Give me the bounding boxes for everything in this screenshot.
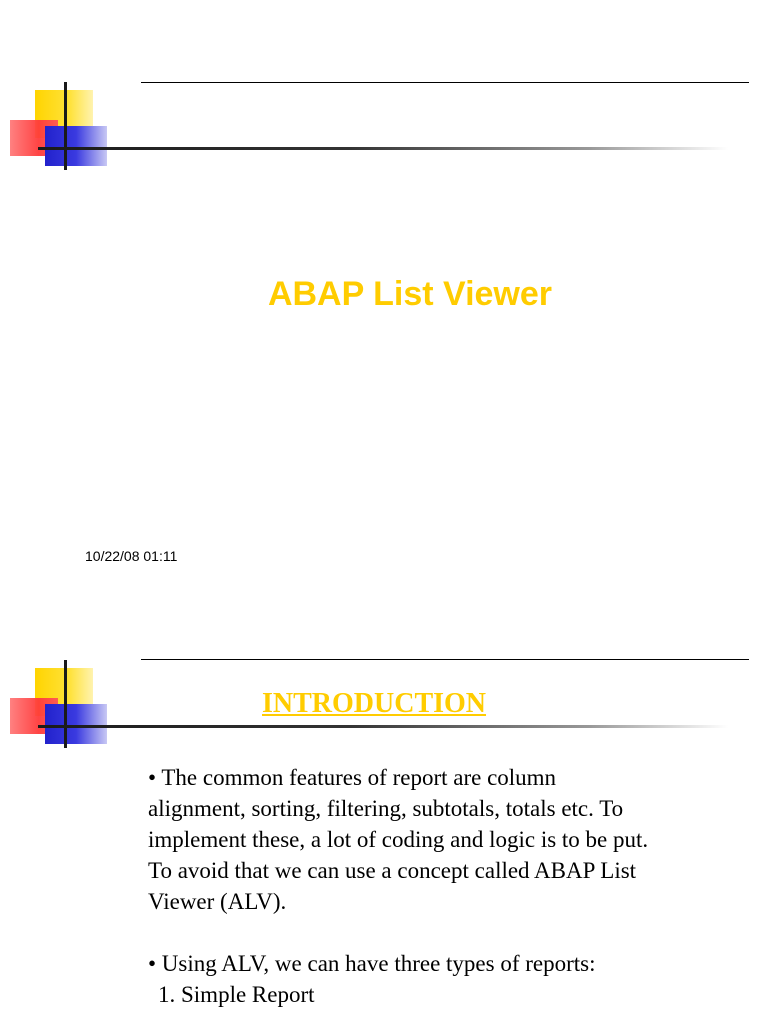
- bullet-paragraph: • The common features of report are column alignment, sorting, filtering, subtotals, totals etc. To implement these, a lot of coding and logic is to be put. To avoid that we can use a concept called ABAP List Viewer (ALV).: [148, 765, 649, 914]
- top-rule: [141, 82, 749, 83]
- logo-blue-square: [45, 704, 107, 744]
- slide-title: ABAP List Viewer: [267, 275, 553, 313]
- top-rule: [141, 659, 749, 660]
- slide-title: INTRODUCTION: [262, 688, 487, 719]
- logo-horizontal-rule: [38, 725, 728, 728]
- slide-2: [0, 620, 768, 1024]
- logo-horizontal-rule: [38, 147, 728, 150]
- slide-date: 10/22/08 01:11: [85, 548, 178, 564]
- logo-vertical-line: [64, 660, 67, 748]
- logo-vertical-line: [64, 82, 67, 170]
- bullet-paragraph: • Using ALV, we can have three types of reports:: [148, 951, 596, 976]
- slide-logo-icon: [0, 80, 120, 180]
- logo-blue-square: [45, 126, 107, 166]
- slide-body: [148, 762, 658, 1010]
- slide-logo-icon: [0, 658, 120, 758]
- list-item: 1. Simple Report: [158, 982, 315, 1007]
